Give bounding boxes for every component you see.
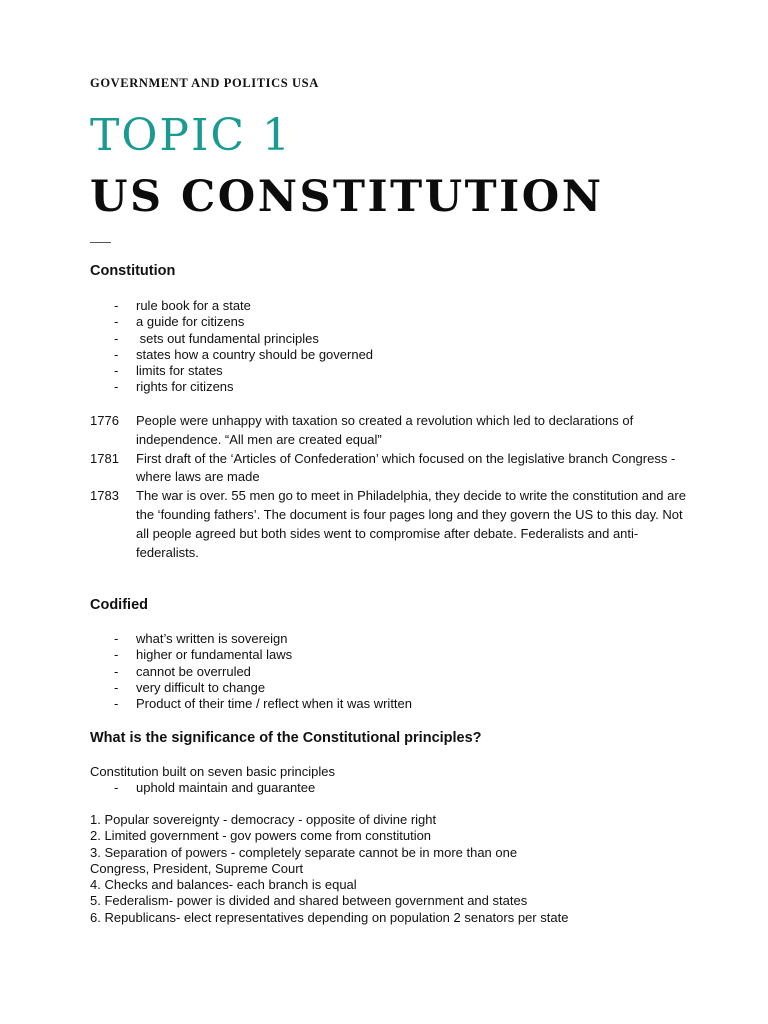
timeline-entry	[90, 412, 690, 450]
document-subtitle: GOVERNMENT AND POLITICS USA	[90, 76, 319, 90]
codified-list	[90, 631, 412, 712]
principles-list	[90, 812, 568, 926]
codified-heading: Codified	[90, 597, 148, 613]
significance-intro: Constitution built on seven basic principles	[90, 764, 335, 779]
list-item: - cannot be overruled	[114, 663, 251, 679]
list-item: - states how a country should be governed	[114, 346, 374, 362]
topic-label: TOPIC 1	[90, 110, 293, 161]
list-item: - Product of their time / reflect when it was written	[114, 696, 412, 712]
timeline	[90, 412, 690, 562]
principle-item: 3. Separation of powers - completely separate cannot be in more than one	[90, 844, 518, 860]
title-divider	[90, 242, 111, 243]
timeline-entry	[90, 487, 690, 562]
principle-item: 5. Federalism- power is divided and shared between government and states	[90, 893, 528, 909]
list-item: - rights for citizens	[114, 379, 234, 395]
timeline-year: 1776	[90, 413, 119, 428]
list-item: - a guide for citizens	[114, 314, 245, 330]
timeline-text: The war is over. 55 men go to meet in Philadelphia, they decide to write the constitution and are the ‘founding fathers’. The document is four pages long and they govern the US to this day. Not all people agreed but both sides went to compromise after debate. Federalists and anti-federalists.	[136, 488, 686, 560]
significance-heading: What is the significance of the Constitutional principles?	[90, 730, 482, 746]
principle-item: Congress, President, Supreme Court	[90, 860, 304, 876]
timeline-text: People were unhappy with taxation so created a revolution which led to declarations of independence. “All men are created equal”	[136, 413, 634, 447]
list-item: - sets out fundamental principles	[114, 330, 319, 346]
list-item: - very difficult to change	[114, 679, 266, 695]
timeline-entry	[90, 450, 690, 488]
page-title: US CONSTITUTION	[90, 172, 604, 222]
list-item: - rule book for a state	[114, 298, 251, 313]
principle-item: 1. Popular sovereignty - democracy - opposite of divine right	[90, 812, 437, 827]
list-item: - uphold maintain and guarantee	[114, 780, 316, 795]
significance-sub-list	[90, 780, 315, 796]
principle-item: 2. Limited government - gov powers come from constitution	[90, 828, 432, 844]
list-item: - what’s written is sovereign	[114, 631, 288, 646]
timeline-year: 1781	[90, 450, 119, 466]
constitution-heading: Constitution	[90, 263, 176, 279]
timeline-text: First draft of the ‘Articles of Confederation’ which focused on the legislative branch Congress - where laws are made	[136, 450, 676, 485]
list-item: - higher or fundamental laws	[114, 647, 293, 663]
list-item: - limits for states	[114, 363, 223, 379]
timeline-year: 1783	[90, 488, 119, 504]
principle-item: 4. Checks and balances- each branch is equal	[90, 877, 357, 893]
principle-item: 6. Republicans- elect representatives depending on population 2 senators per state	[90, 909, 569, 925]
constitution-list	[90, 298, 373, 396]
